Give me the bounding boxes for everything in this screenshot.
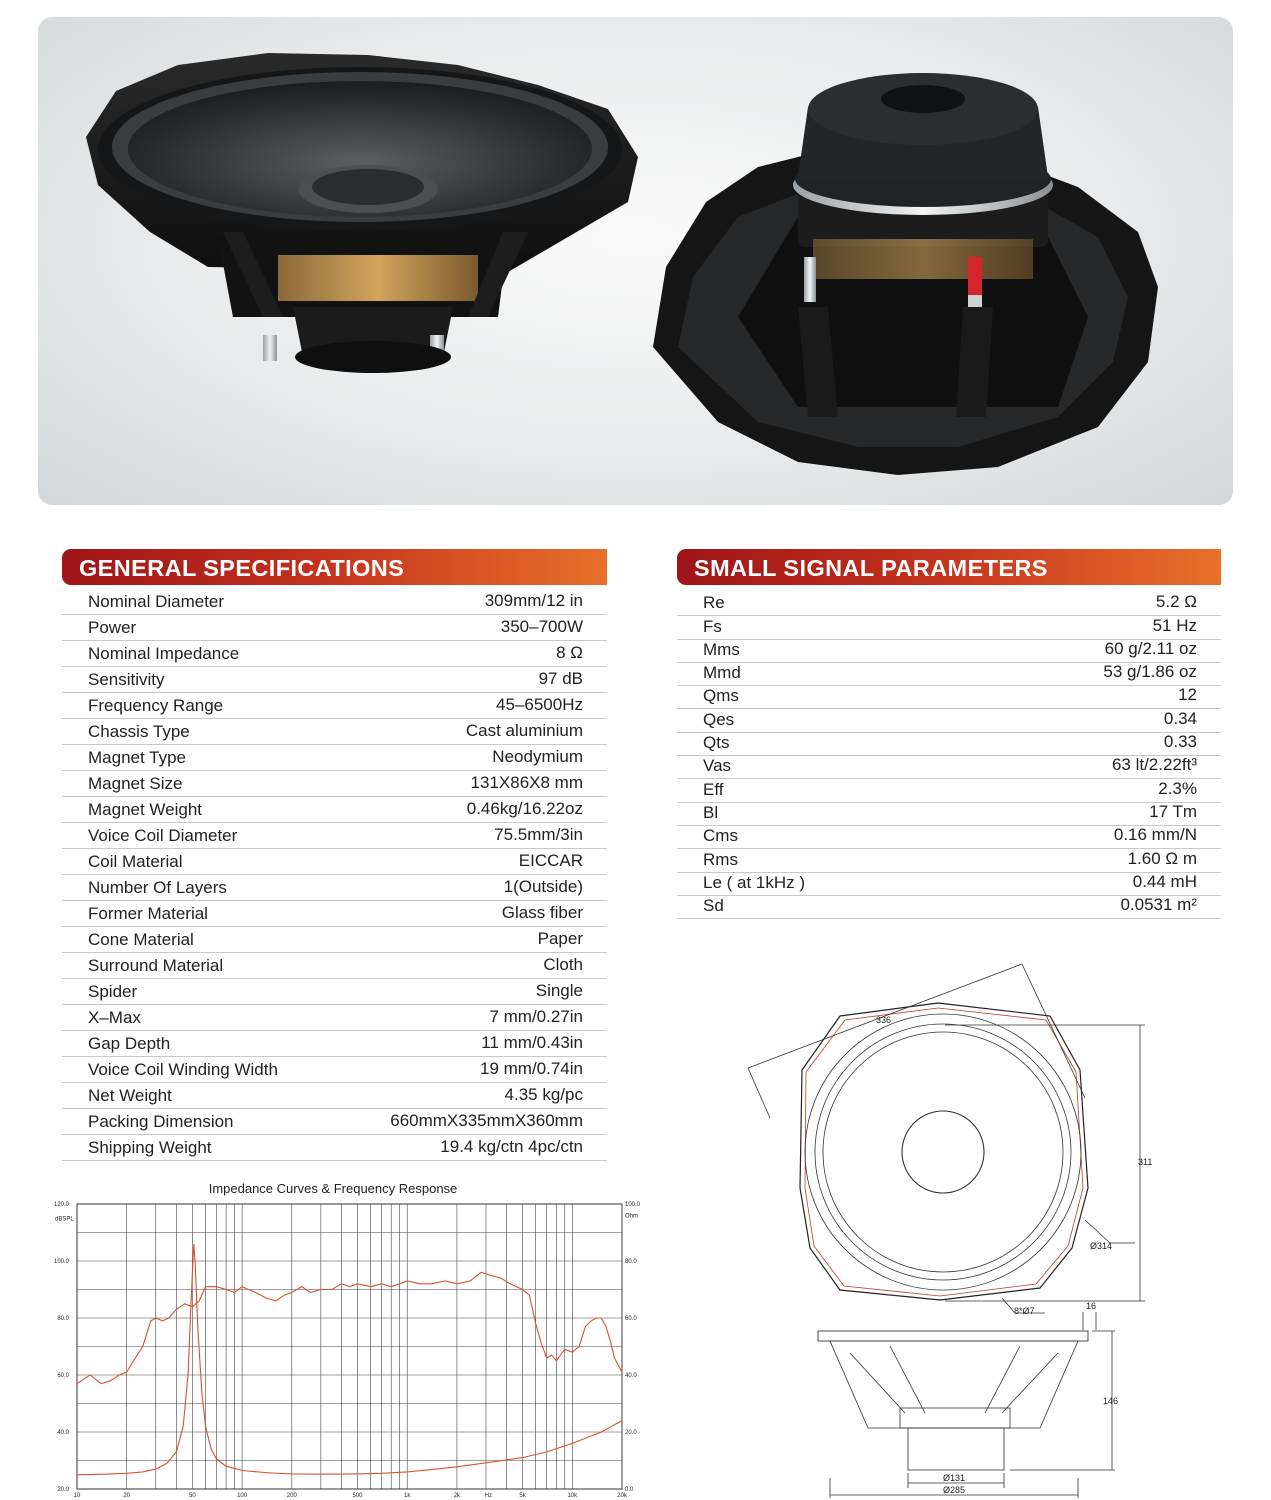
y-right-tick-label: 20.0 — [625, 1430, 637, 1436]
spec-row — [677, 872, 1221, 896]
dim-131-label: Ø131 — [943, 1473, 966, 1483]
spec-value: Paper — [537, 929, 583, 948]
spec-row — [62, 926, 607, 953]
spec-value: EICCAR — [518, 851, 583, 870]
spec-label: Sensitivity — [88, 670, 165, 689]
y-right-tick-label: 40.0 — [625, 1373, 637, 1379]
spec-row — [677, 755, 1221, 779]
spec-row — [62, 666, 607, 693]
y-right-tick-label: 80.0 — [625, 1259, 637, 1265]
spec-row — [62, 614, 607, 641]
spec-label: Voice Coil Diameter — [88, 826, 238, 845]
dim-holes-label: 8*Ø7 — [1014, 1306, 1035, 1316]
spec-label: Gap Depth — [88, 1034, 171, 1053]
spec-label: Rms — [703, 849, 738, 869]
spec-label: Eff — [703, 779, 724, 799]
x-tick-label: 1k — [404, 1493, 411, 1499]
spec-label: Re — [703, 593, 725, 613]
y-left-tick-label: 40.0 — [57, 1430, 69, 1436]
spec-row — [62, 718, 607, 745]
spec-label: Voice Coil Winding Width — [88, 1060, 278, 1079]
dim-285-label: Ø285 — [943, 1485, 966, 1495]
spec-row — [677, 615, 1221, 639]
y-right-tick-label: 100.0 — [625, 1202, 641, 1208]
spec-label: Nominal Impedance — [88, 644, 240, 663]
spec-row — [677, 709, 1221, 733]
side-view-magnet — [908, 1428, 1004, 1470]
y-left-tick-label: 100.0 — [53, 1259, 69, 1265]
y-right-tick-label: 60.0 — [625, 1316, 637, 1322]
outer-ring — [805, 1014, 1081, 1290]
spec-label: Vas — [703, 756, 732, 776]
spec-value: 660mmX335mmX360mm — [390, 1111, 583, 1130]
spec-label: Magnet Size — [88, 774, 183, 793]
spec-label: Mmd — [703, 663, 741, 683]
spec-row — [677, 639, 1221, 663]
small-signal-parameters-table — [677, 592, 1221, 918]
x-tick-label: 20 — [123, 1493, 131, 1499]
spec-value: 2.3% — [1158, 778, 1197, 798]
side-view-basket — [830, 1341, 1078, 1428]
x-tick-label: 5k — [519, 1493, 526, 1499]
spec-row — [677, 685, 1221, 709]
spec-label: Frequency Range — [88, 696, 224, 715]
cone-ring — [823, 1032, 1063, 1272]
spec-label: X–Max — [88, 1008, 141, 1027]
spec-value: 350–700W — [500, 617, 583, 636]
spec-value: 5.2 Ω — [1155, 592, 1197, 612]
y-right-tick-label: 0.0 — [625, 1487, 634, 1493]
spec-label: Mms — [703, 639, 740, 659]
spec-value: 17 Tm — [1149, 801, 1197, 821]
spec-label: Bl — [703, 802, 719, 822]
spec-value: 53 g/1.86 oz — [1103, 662, 1197, 682]
chart-title: Impedance Curves & Frequency Response — [208, 1181, 458, 1196]
spec-label: Spider — [88, 982, 138, 1001]
spec-value: Single — [535, 981, 583, 1000]
spec-value: 0.33 — [1163, 732, 1197, 752]
spec-row — [677, 732, 1221, 756]
x-tick-label: 20k — [617, 1493, 627, 1499]
y-left-tick-label: 120.0 — [53, 1202, 69, 1208]
spec-label: Power — [88, 618, 137, 637]
product-photo — [38, 17, 1233, 505]
spec-row — [62, 822, 607, 849]
impedance-frequency-chart — [0, 1194, 666, 1500]
y-left-tick-label: 20.0 — [57, 1487, 69, 1493]
frame-outline — [800, 1003, 1088, 1300]
spec-label: Chassis Type — [88, 722, 190, 741]
speaker-rear-view — [653, 73, 1158, 475]
spec-value: 11 mm/0.43in — [481, 1033, 583, 1052]
spec-value: 1.60 Ω m — [1127, 848, 1197, 868]
spec-value: 0.46kg/16.22oz — [466, 799, 583, 818]
spec-label: Packing Dimension — [88, 1112, 234, 1131]
dim-336-label: 336 — [876, 1015, 892, 1025]
spec-label: Shipping Weight — [88, 1138, 212, 1157]
small-signal-parameters-title: SMALL SIGNAL PARAMETERS — [694, 555, 1048, 581]
y-right-axis-label: Ohm — [625, 1213, 639, 1220]
spec-label: Coil Material — [88, 852, 183, 871]
spec-value: 51 Hz — [1152, 615, 1197, 635]
spec-value: 4.35 kg/pc — [504, 1085, 583, 1104]
spec-label: Nominal Diameter — [88, 592, 225, 611]
spec-row — [62, 848, 607, 875]
spec-label: Cone Material — [88, 930, 194, 949]
spec-label: Cms — [703, 826, 738, 846]
spec-row — [62, 796, 607, 823]
x-tick-label: 2k — [453, 1493, 461, 1499]
spec-value: 7 mm/0.27in — [489, 1007, 583, 1026]
spec-value: 0.0531 m² — [1120, 895, 1197, 915]
spec-row — [62, 1056, 607, 1083]
spec-row — [62, 1108, 607, 1135]
dim-146-label: 146 — [1103, 1396, 1119, 1406]
spec-row — [62, 1082, 607, 1109]
y-left-tick-label: 60.0 — [57, 1373, 69, 1379]
general-specifications-title: GENERAL SPECIFICATIONS — [79, 555, 405, 581]
spec-value: 0.34 — [1163, 708, 1197, 728]
spec-value: 45–6500Hz — [496, 695, 583, 714]
spec-label: Former Material — [88, 904, 208, 923]
x-tick-label: 10k — [567, 1493, 578, 1499]
spec-row — [62, 952, 607, 979]
spec-value: 131X86X8 mm — [470, 773, 583, 792]
spec-label: Number Of Layers — [88, 878, 227, 897]
frame-red-outline — [805, 1008, 1083, 1296]
spec-row — [62, 900, 607, 927]
spec-row — [677, 778, 1221, 802]
dim-311-label: 311 — [1138, 1157, 1153, 1167]
spec-value: 97 dB — [538, 669, 583, 688]
spec-label: Net Weight — [88, 1086, 172, 1105]
dim-314-label: Ø314 — [1090, 1241, 1113, 1251]
spec-row — [677, 592, 1221, 616]
spec-value: 0.44 mH — [1132, 871, 1197, 891]
x-tick-label: 10 — [73, 1493, 81, 1499]
spec-value: Cloth — [543, 955, 583, 974]
spec-value: Cast aluminium — [465, 721, 583, 740]
spec-row — [677, 802, 1221, 826]
small-signal-parameters-header — [677, 549, 1221, 585]
spec-row — [62, 1030, 607, 1057]
spec-row — [62, 744, 607, 771]
general-specifications-table — [62, 588, 607, 1160]
spec-row — [677, 895, 1221, 919]
spec-value: 8 Ω — [556, 643, 583, 662]
spec-row — [677, 825, 1221, 849]
spec-row — [62, 978, 607, 1005]
spec-value: 19 mm/0.74in — [480, 1059, 583, 1078]
spec-value: 75.5mm/3in — [494, 825, 583, 844]
spec-label: Qes — [703, 709, 735, 729]
spec-value: Neodymium — [492, 747, 583, 766]
spec-label: Magnet Type — [88, 748, 186, 767]
spec-value: 60 g/2.11 oz — [1104, 638, 1197, 658]
spec-row — [677, 848, 1221, 872]
spec-value: Glass fiber — [501, 903, 583, 922]
x-axis-label: Hz — [484, 1493, 492, 1499]
spec-row — [62, 692, 607, 719]
spec-row — [62, 588, 607, 615]
spec-label: Le ( at 1kHz ) — [703, 872, 806, 892]
spec-row — [62, 874, 607, 901]
spec-label: Sd — [703, 896, 724, 916]
spec-row — [677, 662, 1221, 686]
spec-value: 309mm/12 in — [484, 591, 583, 610]
spec-value: 1(Outside) — [503, 877, 583, 896]
surround-ring — [815, 1024, 1071, 1280]
dimension-drawing — [740, 958, 1210, 1498]
general-specifications-header — [62, 549, 607, 585]
side-view-flange — [818, 1331, 1088, 1341]
spec-row — [62, 640, 607, 667]
x-tick-label: 100 — [237, 1493, 248, 1499]
x-tick-label: 200 — [286, 1493, 297, 1499]
spec-value: 63 lt/2.22ft³ — [1111, 755, 1197, 775]
spec-label: Surround Material — [88, 956, 224, 975]
spec-row — [62, 1134, 607, 1161]
spec-label: Qms — [703, 686, 739, 706]
spec-value: 0.16 mm/N — [1113, 825, 1197, 845]
y-left-axis-label: dBSPL — [55, 1216, 74, 1223]
y-left-tick-label: 80.0 — [57, 1316, 69, 1322]
speaker-photo-illustration — [38, 17, 1233, 505]
spec-label: Qts — [703, 733, 730, 753]
spec-label: Magnet Weight — [88, 800, 203, 819]
dim-16-label: 16 — [1086, 1301, 1097, 1311]
dust-cap — [902, 1111, 984, 1193]
spec-value: 12 — [1178, 685, 1197, 705]
spec-row — [62, 1004, 607, 1031]
x-tick-label: 50 — [189, 1493, 196, 1499]
x-tick-label: 500 — [352, 1493, 363, 1499]
spec-label: Fs — [703, 616, 722, 636]
speaker-front-view — [86, 53, 638, 373]
spec-value: 19.4 kg/ctn 4pc/ctn — [440, 1137, 583, 1156]
spec-row — [62, 770, 607, 797]
